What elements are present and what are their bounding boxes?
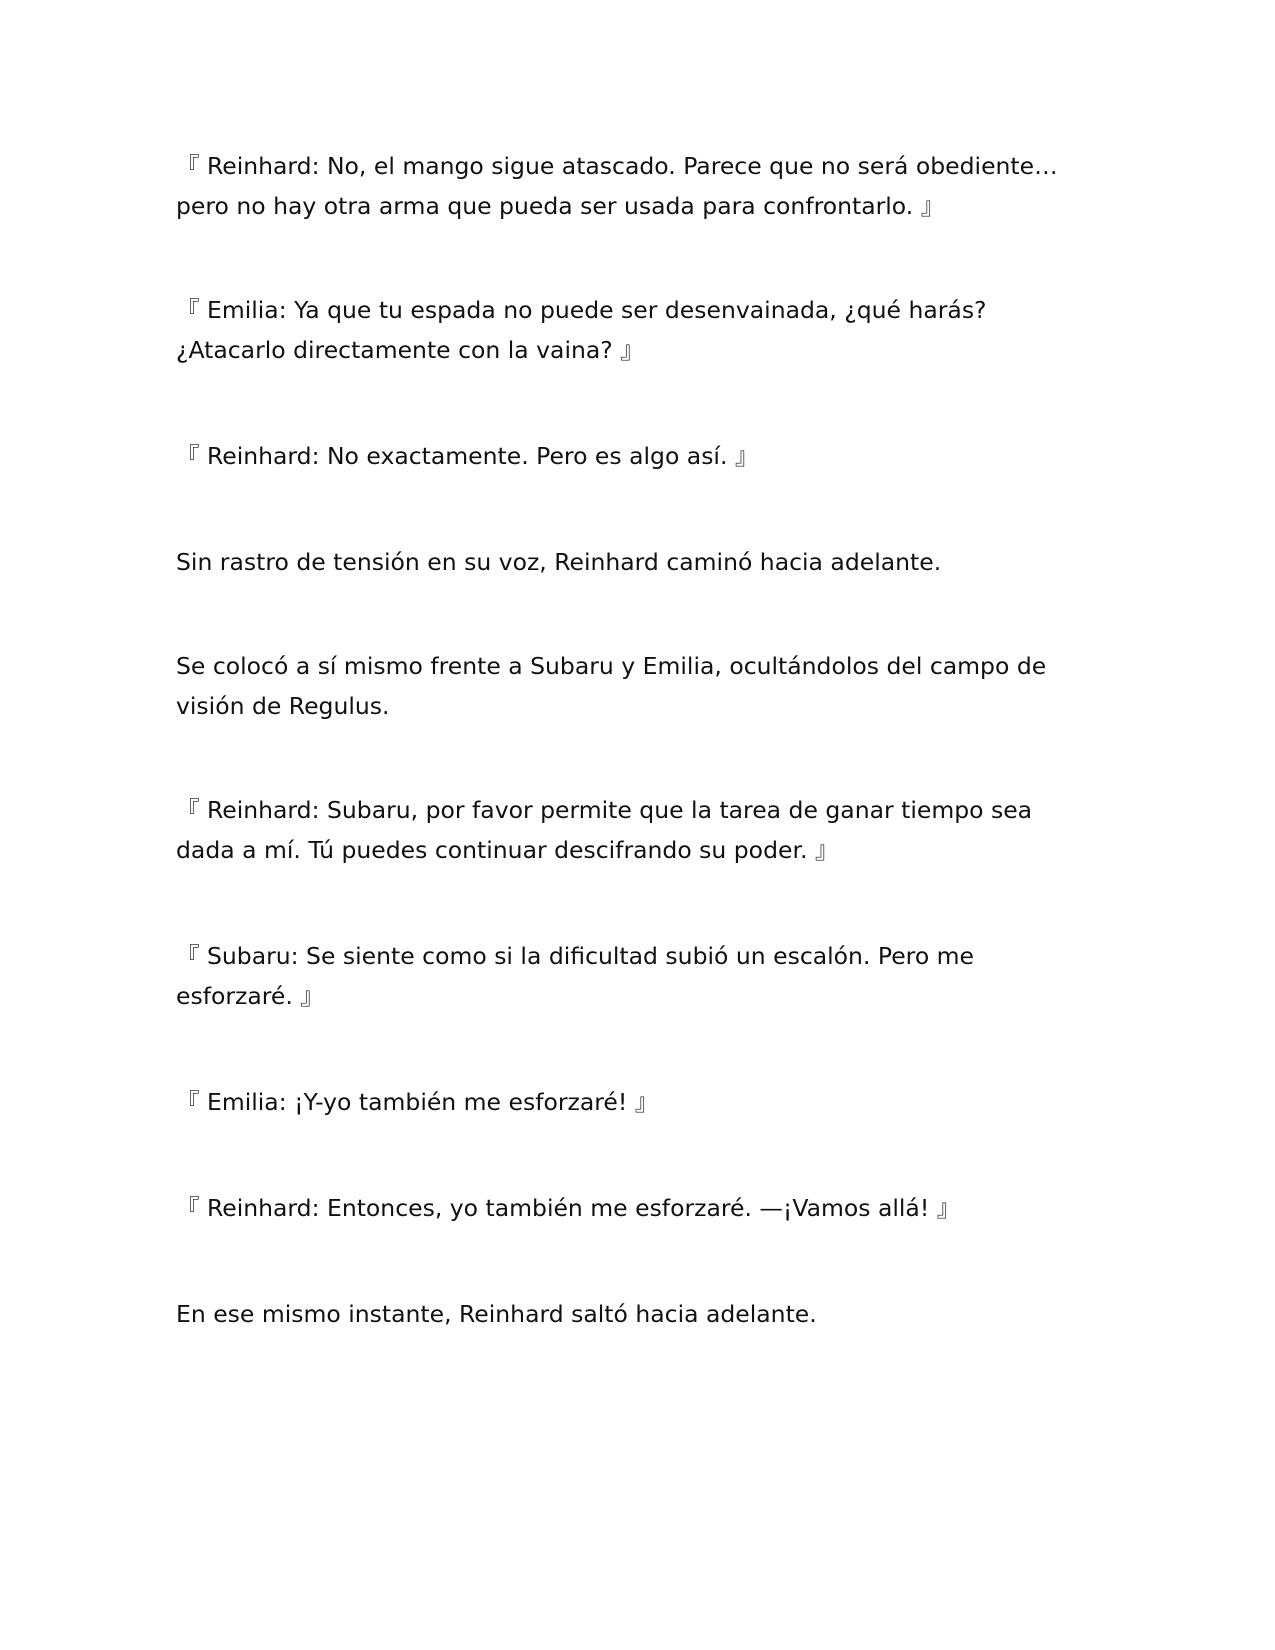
paragraph-reinhard-4: [176, 1188, 1076, 1228]
text-line: 『 Reinhard: Subaru, por favor permite que la tarea de ganar tiempo sea: [176, 796, 1033, 824]
paragraph-narration-1: [176, 542, 1076, 582]
paragraph-subaru-1: [176, 936, 1076, 1016]
text-line: 『 Emilia: Ya que tu espada no puede ser desenvainada, ¿qué harás?: [176, 296, 987, 324]
paragraph-emilia-1: [176, 290, 1076, 370]
text-line: dada a mí. Tú puedes continuar descifrando su poder. 』: [176, 836, 839, 864]
text-line: 『 Reinhard: No exactamente. Pero es algo así. 』: [176, 442, 759, 470]
paragraph-reinhard-2: [176, 436, 1076, 476]
paragraph-narration-2: [176, 646, 1076, 726]
text-line: Se colocó a sí mismo frente a Subaru y Emilia, ocultándolos del campo de: [176, 652, 1047, 680]
paragraph-emilia-2: [176, 1082, 1076, 1122]
text-line: ¿Atacarlo directamente con la vaina? 』: [176, 336, 644, 364]
text-line: Sin rastro de tensión en su voz, Reinhard caminó hacia adelante.: [176, 548, 942, 576]
paragraph-narration-3: [176, 1294, 1076, 1334]
text-line: visión de Regulus.: [176, 692, 390, 720]
text-line: esforzaré. 』: [176, 982, 324, 1010]
text-line: pero no hay otra arma que pueda ser usada para confrontarlo. 』: [176, 192, 945, 220]
paragraph-reinhard-3: [176, 790, 1076, 870]
text-line: 『 Subaru: Se siente como si la dificultad subió un escalón. Pero me: [176, 942, 975, 970]
text-line: En ese mismo instante, Reinhard saltó hacia adelante.: [176, 1300, 817, 1328]
text-line: 『 Emilia: ¡Y-yo también me esforzaré! 』: [176, 1088, 659, 1116]
paragraph-reinhard-1: [176, 146, 1076, 226]
text-line: 『 Reinhard: No, el mango sigue atascado. Parece que no será obediente…: [176, 152, 1058, 180]
text-line: 『 Reinhard: Entonces, yo también me esforzaré. —¡Vamos allá! 』: [176, 1194, 961, 1222]
